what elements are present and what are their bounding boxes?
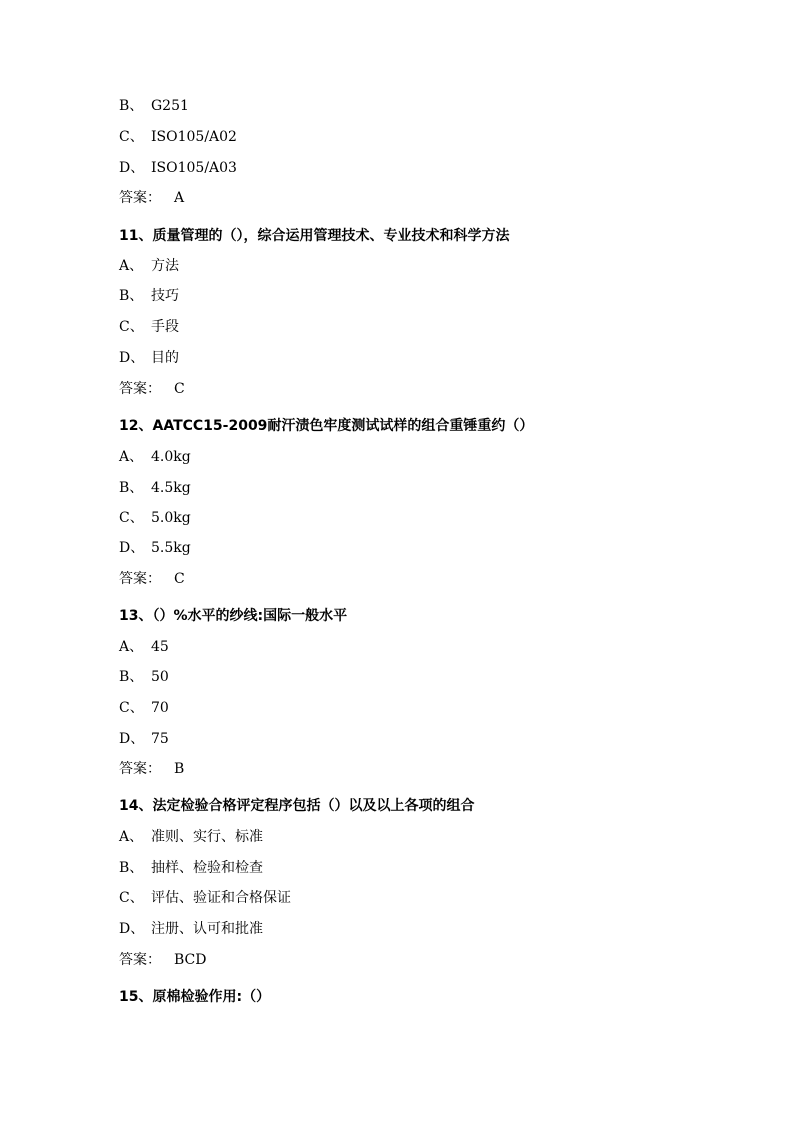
option-letter: C、 — [119, 129, 144, 145]
question-title: 11、质量管理的（），综合运用管理技术、专业技术和科学方法 — [119, 228, 510, 244]
option-line — [119, 637, 169, 657]
option-line — [119, 256, 179, 276]
answer-label: 答案： — [119, 190, 161, 206]
option-text: 目的 — [151, 350, 179, 366]
option-text: G251 — [151, 98, 189, 114]
option-letter: C、 — [119, 700, 144, 716]
option-letter: A、 — [119, 639, 144, 655]
option-line — [119, 888, 291, 908]
answer-line — [119, 379, 185, 399]
option-line — [119, 919, 263, 939]
answer-value: A — [174, 190, 185, 206]
option-text: 5.5kg — [151, 540, 191, 556]
answer-label: 答案： — [119, 381, 161, 397]
option-line — [119, 286, 179, 306]
option-text: ISO105/A03 — [151, 160, 237, 176]
answer-line — [119, 759, 184, 779]
option-letter: A、 — [119, 829, 144, 845]
answer-label: 答案： — [119, 952, 161, 968]
option-text: 4.0kg — [151, 449, 191, 465]
answer-line — [119, 188, 184, 208]
option-text: 手段 — [151, 319, 179, 335]
answer-label: 答案： — [119, 761, 161, 777]
option-letter: D、 — [119, 921, 145, 937]
answer-value: B — [174, 761, 185, 777]
option-line — [119, 827, 263, 847]
option-text: ISO105/A02 — [151, 129, 237, 145]
answer-label: 答案： — [119, 571, 161, 587]
option-letter: D、 — [119, 540, 145, 556]
question-title: 14、法定检验合格评定程序包括（）以及以上各项的组合 — [119, 798, 475, 814]
answer-line — [119, 569, 185, 589]
question-title: 15、原棉检验作用:（） — [119, 989, 271, 1005]
option-line — [119, 478, 191, 498]
option-letter: B、 — [119, 480, 144, 496]
option-letter: B、 — [119, 98, 144, 114]
option-line — [119, 538, 191, 558]
option-line — [119, 127, 237, 147]
option-line — [119, 729, 169, 749]
option-letter: D、 — [119, 350, 145, 366]
option-letter: B、 — [119, 288, 144, 304]
option-text: 75 — [151, 731, 169, 747]
option-text: 45 — [151, 639, 169, 655]
answer-line — [119, 950, 206, 970]
question-title: 12、AATCC15-2009耐汗渍色牢度测试试样的组合重锤重约（） — [119, 418, 534, 434]
option-letter: A、 — [119, 258, 144, 274]
option-line — [119, 96, 189, 116]
option-text: 70 — [151, 700, 169, 716]
option-line — [119, 348, 179, 368]
option-text: 注册、认可和批准 — [151, 921, 263, 937]
option-text: 技巧 — [151, 288, 179, 304]
option-line — [119, 158, 237, 178]
option-letter: B、 — [119, 860, 144, 876]
option-letter: C、 — [119, 510, 144, 526]
question-title: 13、（）%水平的纱线:国际一般水平 — [119, 608, 348, 624]
option-letter: C、 — [119, 319, 144, 335]
option-letter: A、 — [119, 449, 144, 465]
option-text: 4.5kg — [151, 480, 191, 496]
option-letter: B、 — [119, 669, 144, 685]
answer-value: C — [174, 571, 185, 587]
option-text: 抽样、检验和检查 — [151, 860, 263, 876]
option-line — [119, 447, 191, 467]
option-text: 方法 — [151, 258, 179, 274]
option-letter: C、 — [119, 890, 144, 906]
option-line — [119, 667, 169, 687]
option-letter: D、 — [119, 160, 145, 176]
option-text: 准则、实行、标准 — [151, 829, 263, 845]
option-text: 5.0kg — [151, 510, 191, 526]
option-line — [119, 317, 179, 337]
option-text: 评估、验证和合格保证 — [151, 890, 291, 906]
option-letter: D、 — [119, 731, 145, 747]
option-line — [119, 698, 169, 718]
option-text: 50 — [151, 669, 169, 685]
option-line — [119, 508, 191, 528]
answer-value: C — [174, 381, 185, 397]
option-line — [119, 858, 263, 878]
answer-value: BCD — [174, 952, 207, 968]
